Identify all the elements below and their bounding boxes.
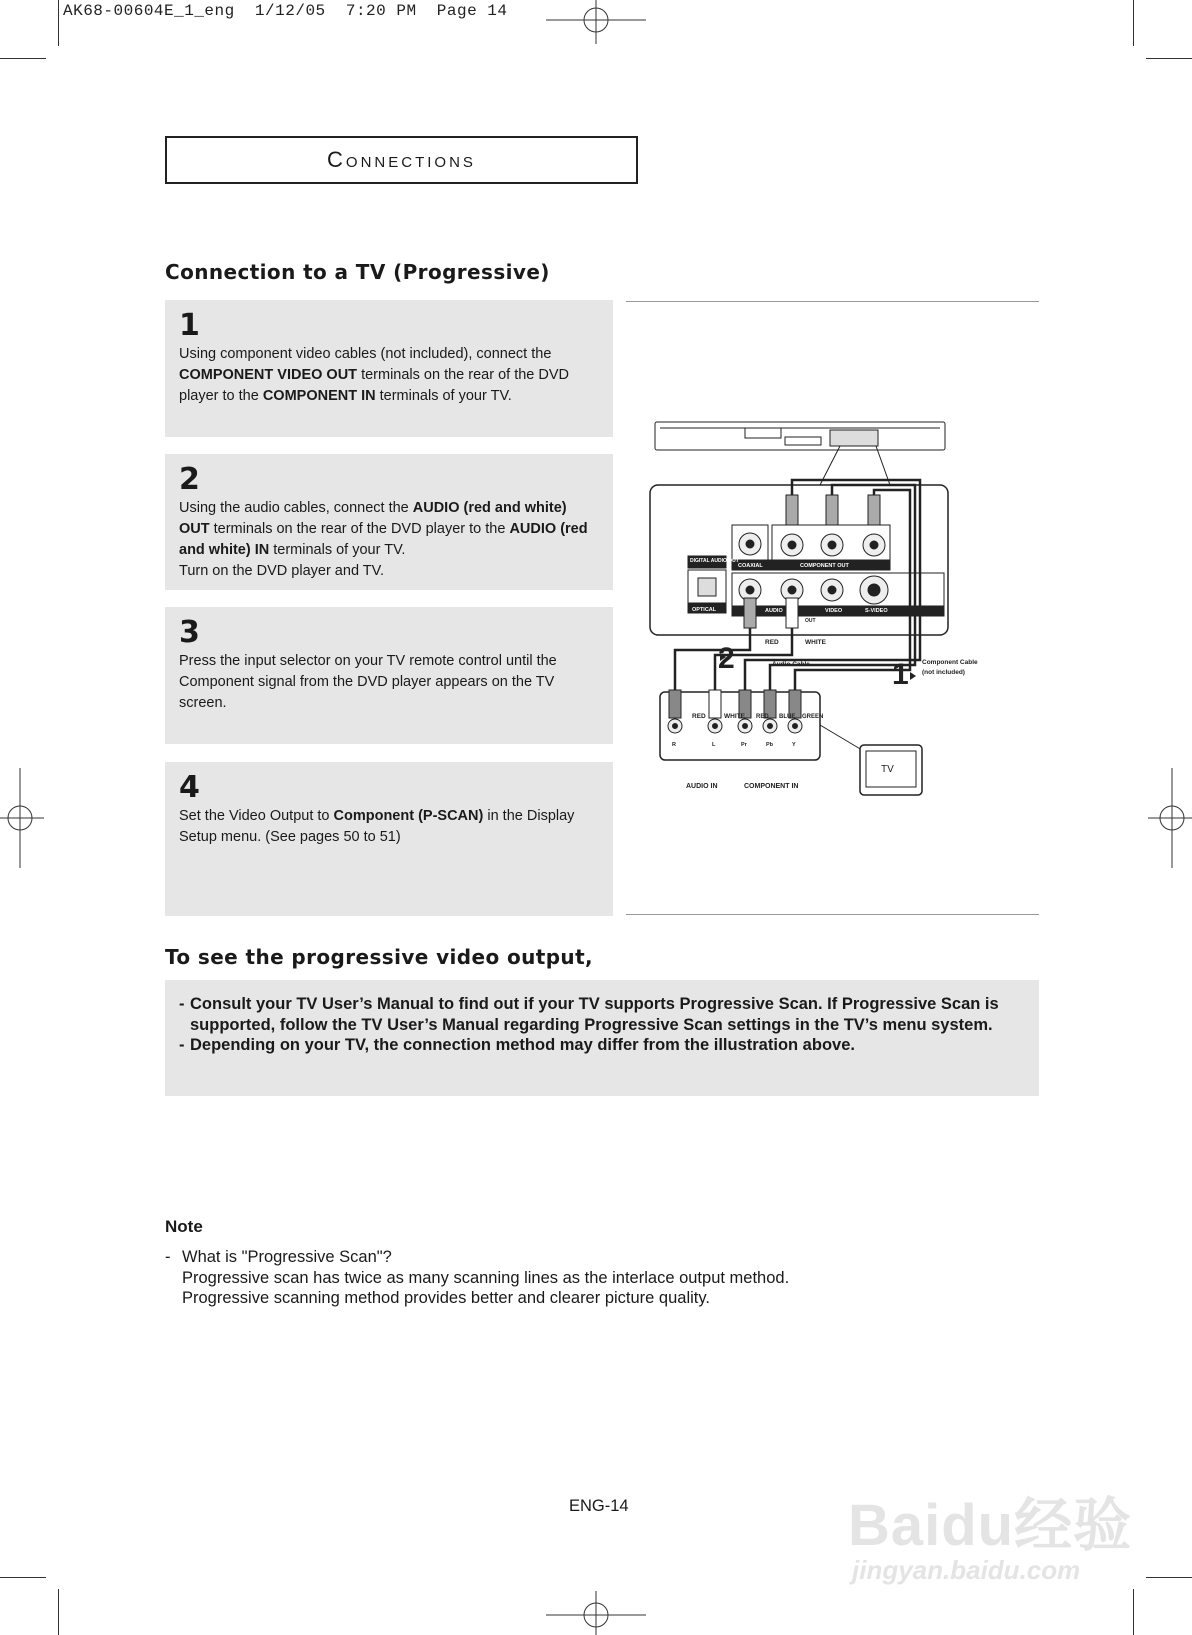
section-heading: To see the progressive video output, bbox=[165, 945, 594, 969]
watermark-logo: Baidu经验 bbox=[848, 1493, 1133, 1558]
label-step-2: 2 bbox=[718, 642, 735, 675]
connection-diagram bbox=[640, 410, 1040, 810]
note-body bbox=[165, 1247, 789, 1309]
text-run: Using the audio cables, connect the bbox=[179, 500, 413, 516]
step-number: 1 bbox=[179, 308, 200, 343]
label-tv-red-2: RED bbox=[756, 714, 769, 720]
label-tv: TV bbox=[881, 764, 894, 775]
info-item: - Consult your TV User’s Manual to find out if your TV supports Progressive Scan. If Progressive Scan is supported, follow the TV User’s Manual regarding Progressive Scan settings in the TV’s menu system. bbox=[179, 994, 1025, 1035]
bold-text: Component (P-SCAN) bbox=[333, 808, 484, 824]
label-video: VIDEO bbox=[825, 608, 843, 614]
step-text bbox=[179, 498, 599, 582]
text-run: Turn on the DVD player and TV. bbox=[179, 563, 384, 579]
label-pr: Pr bbox=[741, 742, 747, 748]
step-text bbox=[179, 806, 599, 848]
dvd-player bbox=[655, 422, 945, 450]
info-box bbox=[165, 980, 1039, 1096]
text-run: Using component video cables (not included), connect the bbox=[179, 346, 552, 362]
page-title: Connections bbox=[165, 136, 638, 184]
label-tv-white: WHITE bbox=[724, 713, 745, 720]
bold-text: COMPONENT IN bbox=[262, 388, 376, 404]
label-audio: AUDIO bbox=[765, 608, 783, 614]
text-run: Press the input selector on your TV remote control until the Component signal from the DVD player appears on the TV screen. bbox=[179, 653, 557, 711]
step-text bbox=[179, 651, 599, 714]
bold-text: AUDIO (red and white) IN bbox=[179, 521, 588, 558]
bold-text: AUDIO (red and white) OUT bbox=[179, 500, 567, 537]
step-box bbox=[165, 454, 613, 590]
step-box bbox=[165, 607, 613, 744]
step-number: 4 bbox=[179, 770, 200, 805]
label-tv-green: GREEN bbox=[802, 714, 824, 720]
watermark-url: jingyan.baidu.com bbox=[852, 1555, 1081, 1585]
text-run: Set the Video Output to bbox=[179, 808, 334, 824]
text-run: terminals on the rear of the DVD player to the bbox=[209, 521, 510, 537]
note-line: Progressive scanning method provides better and clearer picture quality. bbox=[182, 1289, 710, 1307]
label-component-cable-note: (not included) bbox=[922, 669, 965, 676]
label-component-out: COMPONENT OUT bbox=[800, 563, 849, 569]
text-run: terminals on the rear of the DVD player to the bbox=[179, 367, 570, 404]
label-s-video: S-VIDEO bbox=[865, 608, 888, 614]
diagram-top-rule bbox=[626, 301, 1039, 302]
label-step-1: 1 bbox=[892, 658, 909, 691]
label-l: L bbox=[712, 742, 716, 748]
label-tv-blue: BLUE bbox=[779, 714, 796, 720]
info-item: - Depending on your TV, the connection method may differ from the illustration above. bbox=[179, 1035, 1025, 1056]
label-component-cable: Component Cable bbox=[922, 659, 978, 666]
step-box bbox=[165, 762, 613, 916]
label-audio-cable: Audio Cable bbox=[772, 661, 810, 668]
bold-text: COMPONENT VIDEO OUT bbox=[179, 367, 358, 383]
label-tv-red: RED bbox=[692, 713, 706, 720]
note-title: Note bbox=[165, 1217, 203, 1236]
step-box bbox=[165, 300, 613, 437]
step-number: 2 bbox=[179, 462, 200, 497]
section-heading: Connection to a TV (Progressive) bbox=[165, 260, 550, 284]
note-line: What is "Progressive Scan"? bbox=[182, 1248, 392, 1266]
label-out: OUT bbox=[805, 618, 816, 624]
label-r: R bbox=[672, 742, 676, 748]
label-y: Y bbox=[792, 742, 796, 748]
label-pb: Pb bbox=[766, 742, 774, 748]
step-number: 3 bbox=[179, 615, 200, 650]
step-text bbox=[179, 344, 599, 407]
label-optical: OPTICAL bbox=[692, 607, 717, 613]
page-number: ENG-14 bbox=[569, 1497, 629, 1515]
label-white: WHITE bbox=[805, 639, 826, 646]
label-audio-in: AUDIO IN bbox=[686, 783, 718, 790]
note-dash: - bbox=[165, 1248, 171, 1266]
text-run: in the Display Setup menu. (See pages 50 to 51) bbox=[179, 808, 575, 845]
text-run: terminals of your TV. bbox=[269, 542, 406, 558]
label-red: RED bbox=[765, 639, 779, 646]
label-digital-audio-out: DIGITAL AUDIO OUT bbox=[690, 558, 739, 564]
label-component-in: COMPONENT IN bbox=[744, 783, 799, 790]
print-header: AK68-00604E_1_eng 1/12/05 7:20 PM Page 14 bbox=[63, 2, 508, 20]
label-coaxial: COAXIAL bbox=[738, 563, 763, 569]
note-line: Progressive scan has twice as many scanning lines as the interlace output method. bbox=[182, 1268, 790, 1287]
diagram-bottom-rule bbox=[626, 914, 1039, 915]
text-run: terminals of your TV. bbox=[375, 388, 512, 404]
